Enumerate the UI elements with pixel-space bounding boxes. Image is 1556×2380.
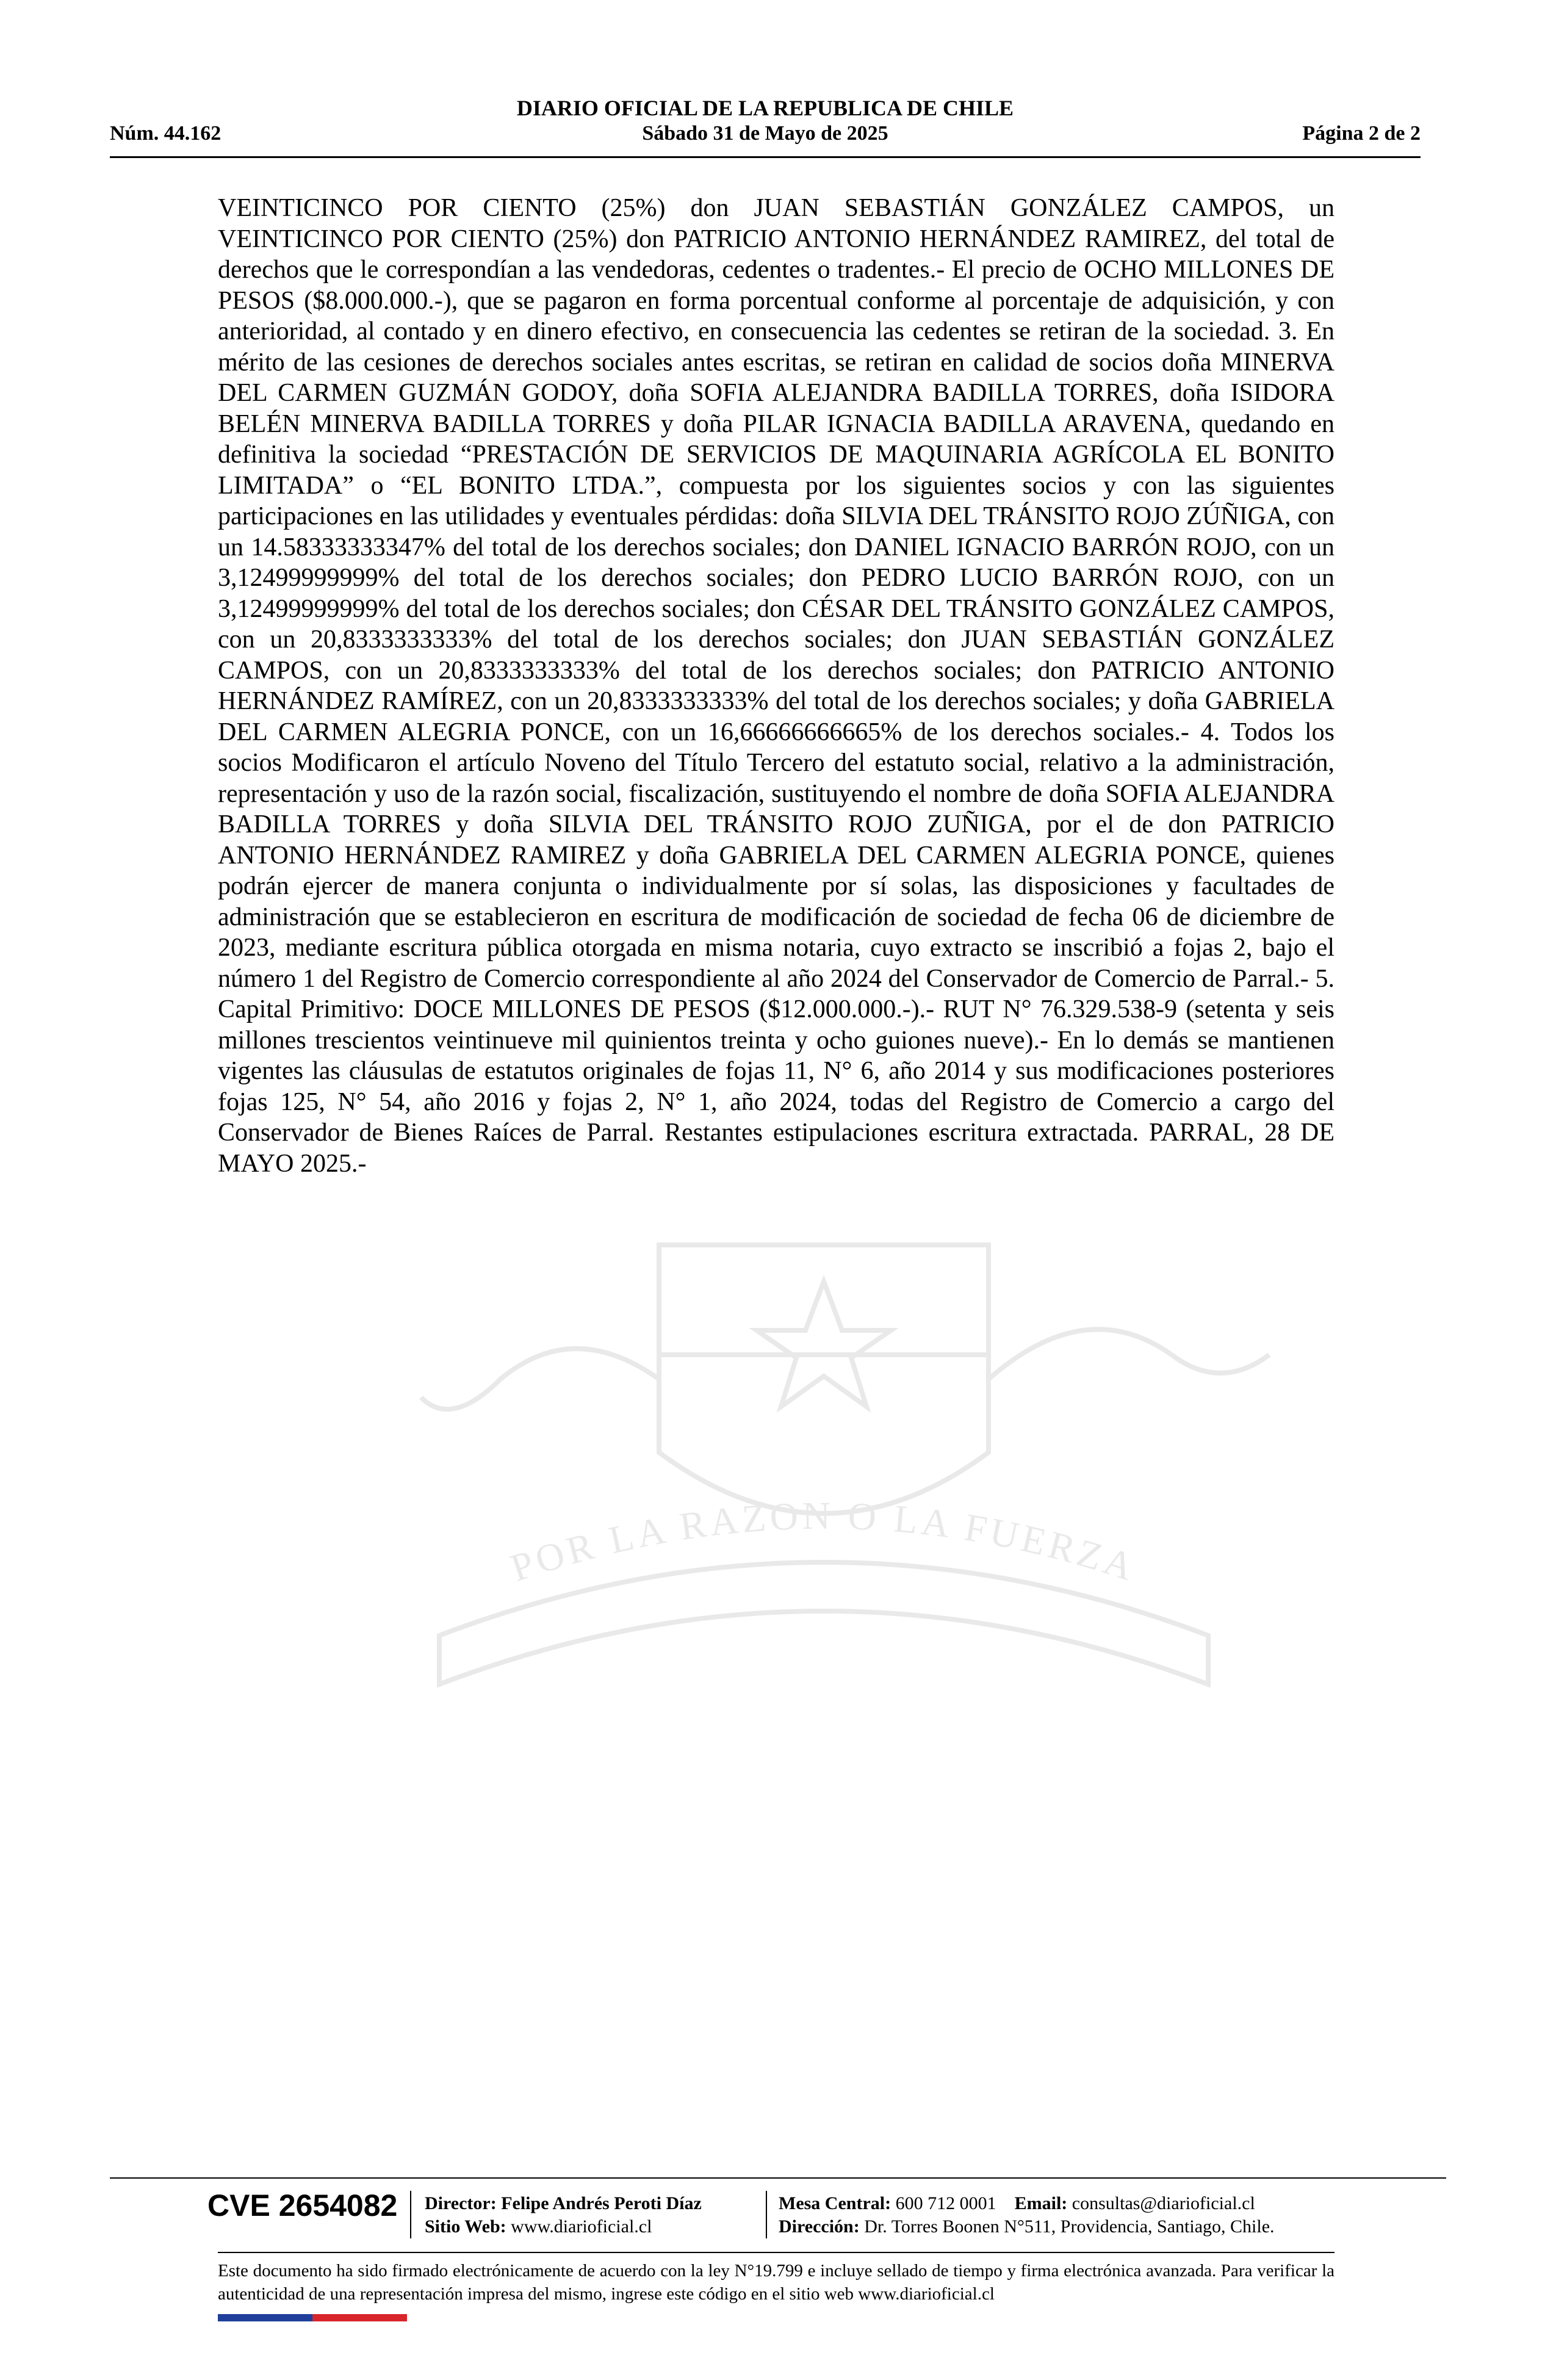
footer-divider-secondary [218,2252,1334,2253]
footer-separator [766,2191,767,2238]
issue-number: Núm. 44.162 [110,122,222,145]
svg-text:POR LA RAZON O LA FUERZA [505,1494,1142,1590]
address-value: Dr. Torres Boonen N°511, Providencia, Santiago, Chile. [864,2216,1275,2237]
flag-stripe [218,2314,407,2321]
cve-code: CVE 2654082 [207,2188,398,2223]
mesa-phone: 600 712 0001 [895,2193,996,2213]
footer-divider [110,2177,1446,2179]
director-label: Director: [425,2193,497,2213]
watermark-motto: POR LA RAZON O LA FUERZA [505,1493,1142,1590]
page-header [110,92,1421,157]
footer-separator [410,2191,411,2238]
issue-date: Sábado 31 de Mayo de 2025 [642,122,888,145]
footer-director-block [425,2192,702,2238]
legal-notice: Este documento ha sido firmado electrónicamente de acuerdo con la ley N°19.799 e incluye sellado de tiempo y firma electrónica avanzada. Para verificar la autenticidad de una representación impresa del mismo, ingrese este código en el sitio web www.diarioficial.cl [218,2261,1334,2304]
mesa-label: Mesa Central: [779,2193,891,2213]
footer-contact-block [779,2192,1275,2238]
email-label: Email: [1014,2193,1068,2213]
publication-body: VEINTICINCO POR CIENTO (25%) don JUAN SEBASTIÁN GONZÁLEZ CAMPOS, un VEINTICINCO POR CIENTO (25%) don PATRICIO ANTONIO HERNÁNDEZ RAMIREZ, del total de derechos que le correspondían a las vendedoras, cedentes o tradentes.- El precio de OCHO MILLONES DE PESOS ($8.000.000.-), que se pagaron en forma porcentual conforme al porcentaje de adquisición, y con anterioridad, al contado y en dinero efectivo, en consecuencia las cedentes se retiran de la sociedad. 3. En mérito de las cesiones de derechos sociales antes escritas, se retiran en calidad de socios doña MINERVA DEL CARMEN GUZMÁN GODOY, doña SOFIA ALEJANDRA BADILLA TORRES, doña ISIDORA BELÉN MINERVA BADILLA TORRES y doña PILAR IGNACIA BADILLA ARAVENA, quedando en definitiva la sociedad “PRESTACIÓN DE SERVICIOS DE MAQUINARIA AGRÍCOLA EL BONITO LIMITADA” o “EL BONITO LTDA.”, compuesta por los siguientes socios y con las siguientes participaciones en las utilidades y eventuales pérdidas: doña SILVIA DEL TRÁNSITO ROJO ZÚÑIGA, con un 14.58333333347% del total de los derechos sociales; don DANIEL IGNACIO BARRÓN ROJO, con un 3,12499999999% del total de los derechos sociales; don PEDRO LUCIO BARRÓN ROJO, con un 3,12499999999% del total de los derechos sociales; don CÉSAR DEL TRÁNSITO GONZÁLEZ CAMPOS, con un 20,8333333333% del total de los derechos sociales; don JUAN SEBASTIÁN GONZÁLEZ CAMPOS, con un 20,8333333333% del total de los derechos sociales; don PATRICIO ANTONIO HERNÁNDEZ RAMÍREZ, con un 20,8333333333% del total de los derechos sociales; y doña GABRIELA DEL CARMEN ALEGRIA PONCE, con un 16,66666666665% de los derechos sociales.- 4. Todos los socios Modificaron el artículo Noveno del Título Tercero del estatuto social, relativo a la administración, representación y uso de la razón social, fiscalización, sustituyendo el nombre de doña SOFIA ALEJANDRA BADILLA TORRES y doña SILVIA DEL TRÁNSITO ROJO ZUÑIGA, por el de don PATRICIO ANTONIO HERNÁNDEZ RAMIREZ y doña GABRIELA DEL CARMEN ALEGRIA PONCE, quienes podrán ejercer de manera conjunta o individualmente por sí solas, las disposiciones y facultades de administración que se establecieron en escritura de modificación de sociedad de fecha 06 de diciembre de 2023, mediante escritura pública otorgada en misma notaria, cuyo extracto se inscribió a fojas 2, bajo el número 1 del Registro de Comercio correspondiente al año 2024 del Conservador de Comercio de Parral.- 5. Capital Primitivo: DOCE MILLONES DE PESOS ($12.000.000.-).- RUT N° 76.329.538-9 (setenta y seis millones trescientos veintinueve mil quinientos treinta y ocho guiones nueve).- En lo demás se mantienen vigentes las cláusulas de estatutos originales de fojas 11, N° 6, año 2014 y sus modificaciones posteriores fojas 125, N° 54, año 2016 y fojas 2, N° 1, año 2024, todas del Registro de Comercio a cargo del Conservador de Bienes Raíces de Parral. Restantes estipulaciones escritura extractada. PARRAL, 28 DE MAYO 2025.- [218,194,1334,1178]
email-link[interactable]: consultas@diarioficial.cl [1072,2193,1255,2213]
address-label: Dirección: [779,2216,860,2237]
coat-of-arms-watermark [317,1196,1330,1721]
newspaper-title: DIARIO OFICIAL DE LA REPUBLICA DE CHILE [516,96,1014,120]
page-indicator: Página 2 de 2 [1302,122,1421,145]
header-divider [110,156,1421,158]
site-label: Sitio Web: [425,2216,506,2237]
flag-red-segment [312,2314,407,2321]
flag-blue-segment [218,2314,312,2321]
director-name: Felipe Andrés Peroti Díaz [501,2193,702,2213]
site-link[interactable]: www.diarioficial.cl [511,2216,652,2237]
